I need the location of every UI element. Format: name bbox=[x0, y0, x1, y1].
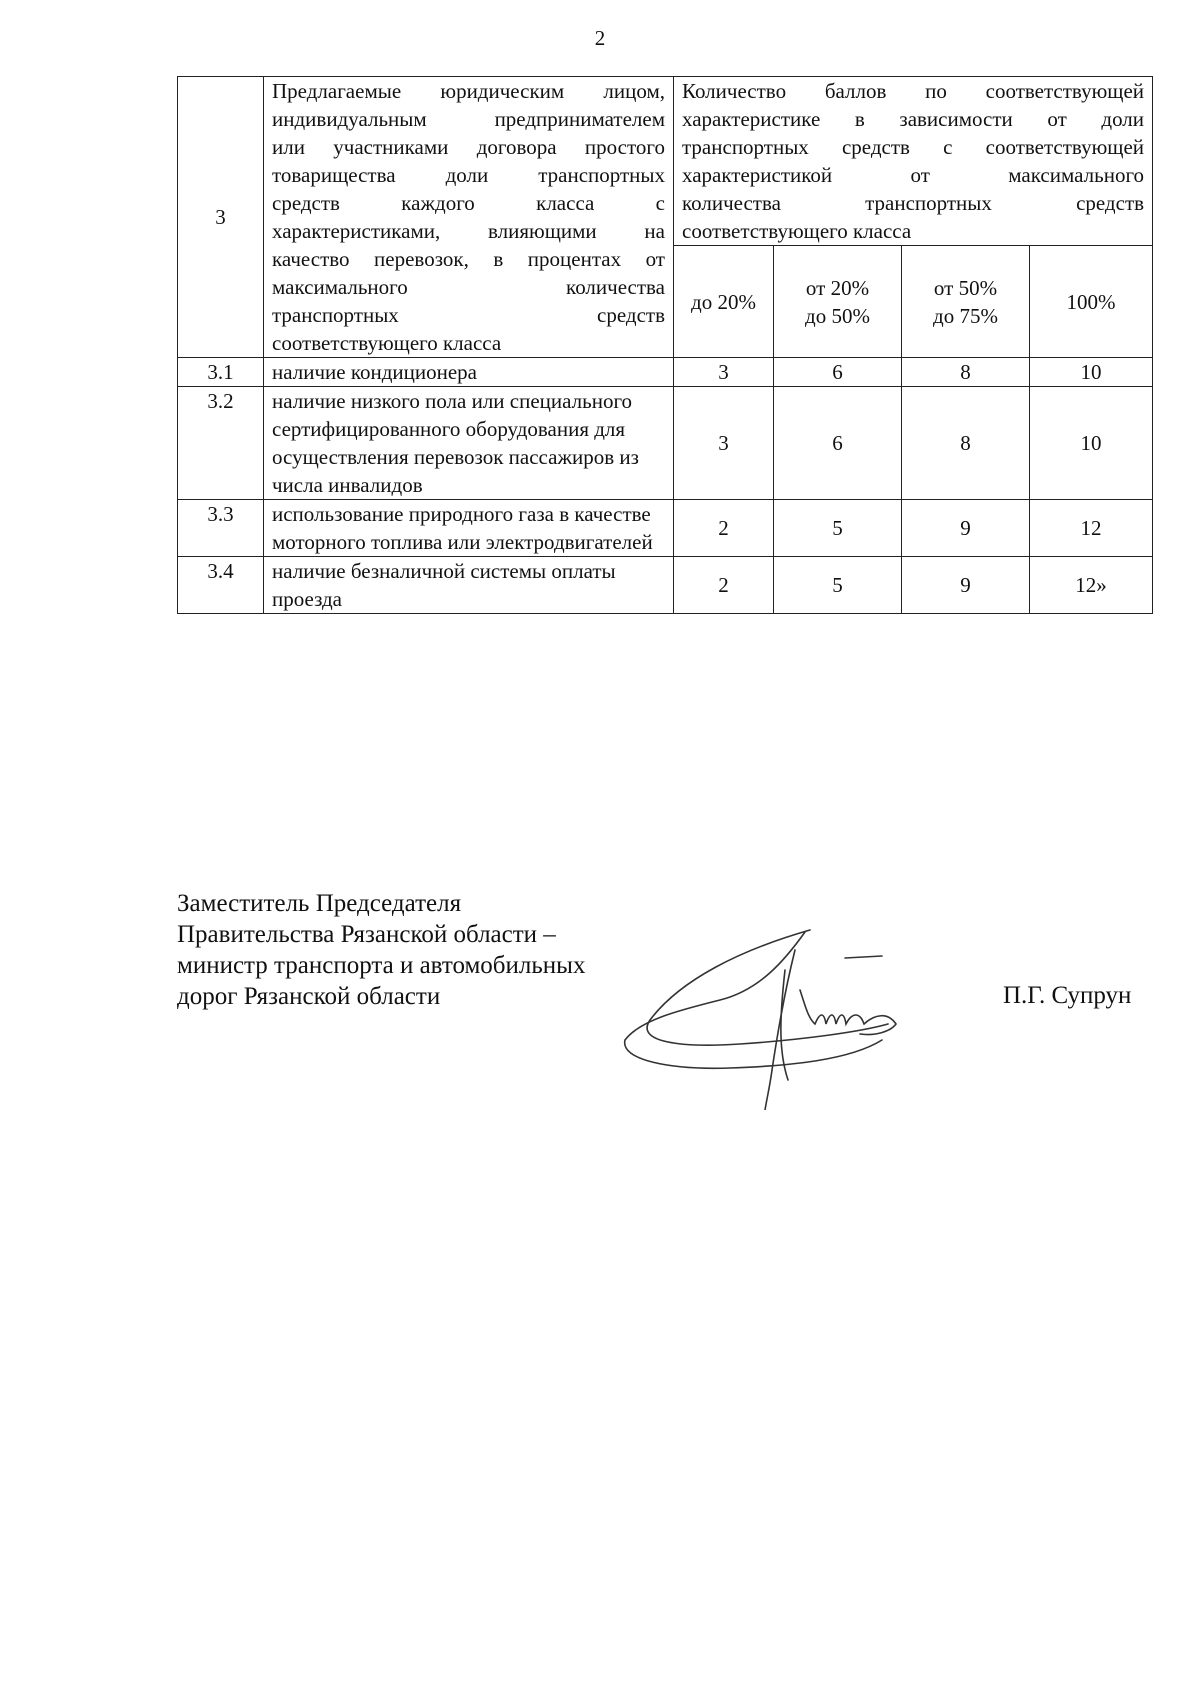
criteria-table bbox=[177, 76, 1153, 614]
row-score: 2 bbox=[674, 557, 774, 614]
band-label: до 20% bbox=[691, 289, 756, 314]
row-score: 9 bbox=[902, 557, 1030, 614]
row-score: 6 bbox=[774, 387, 902, 500]
band-2 bbox=[902, 246, 1030, 358]
criterion-description-line: максимального количества bbox=[272, 275, 665, 299]
row-score: 9 bbox=[902, 500, 1030, 557]
row-score: 5 bbox=[774, 500, 902, 557]
criterion-description-line: или участниками договора простого bbox=[272, 135, 665, 159]
handwritten-signature bbox=[620, 920, 940, 1110]
criterion-description-line: товарищества доли транспортных bbox=[272, 163, 665, 187]
scores-header-line: транспортных средств с соответствующей bbox=[682, 135, 1145, 159]
row-description: наличие кондиционера bbox=[264, 358, 674, 387]
criterion-number: 3 bbox=[178, 77, 264, 358]
row-number: 3.1 bbox=[178, 358, 264, 387]
signatory-title bbox=[177, 888, 585, 1012]
table-row bbox=[178, 387, 1153, 500]
row-score: 3 bbox=[674, 358, 774, 387]
row-score: 8 bbox=[902, 387, 1030, 500]
band-label: от 50% bbox=[933, 275, 998, 300]
scores-header-line: количества транспортных средств bbox=[682, 191, 1145, 215]
row-score: 6 bbox=[774, 358, 902, 387]
criterion-description-line: средств каждого класса с bbox=[272, 191, 665, 215]
table-row bbox=[178, 557, 1153, 614]
band-0 bbox=[674, 246, 774, 358]
row-number: 3.4 bbox=[178, 557, 264, 614]
criterion-description-line: Предлагаемые юридическим лицом, bbox=[272, 79, 665, 103]
scores-header bbox=[674, 77, 1153, 246]
signatory-name: П.Г. Супрун bbox=[1003, 982, 1132, 1009]
row-score: 3 bbox=[674, 387, 774, 500]
band-3 bbox=[1030, 246, 1153, 358]
signatory-title-line: Заместитель Председателя bbox=[177, 890, 462, 917]
criterion-description-line: транспортных средств bbox=[272, 303, 665, 327]
row-score: 5 bbox=[774, 557, 902, 614]
criterion-description bbox=[264, 77, 674, 358]
band-label: до 50% bbox=[805, 303, 870, 328]
signatory-title-line: дорог Рязанской области bbox=[177, 983, 441, 1010]
table-row bbox=[178, 500, 1153, 557]
row-score: 2 bbox=[674, 500, 774, 557]
scores-header-line: Количество баллов по соответствующей bbox=[682, 79, 1145, 103]
signatory-title-line: министр транспорта и автомобильных bbox=[177, 952, 586, 979]
row-score: 10 bbox=[1030, 358, 1153, 387]
row-number: 3.3 bbox=[178, 500, 264, 557]
row-score: 12» bbox=[1030, 557, 1153, 614]
scores-header-line: характеристикой от максимального bbox=[682, 163, 1145, 187]
criterion-description-line: характеристиками, влияющими на bbox=[272, 219, 665, 243]
criterion-description-line: качество перевозок, в процентах от bbox=[272, 247, 665, 271]
band-1 bbox=[774, 246, 902, 358]
scores-header-line: соответствующего класса bbox=[682, 219, 912, 243]
row-description: использование природного газа в качестве моторного топлива или электродвигателей bbox=[264, 500, 674, 557]
criterion-header-row bbox=[178, 77, 1153, 246]
band-label: 100% bbox=[1066, 289, 1116, 314]
scores-header-line: характеристике в зависимости от доли bbox=[682, 107, 1145, 131]
signatory-title-line: Правительства Рязанской области – bbox=[177, 921, 556, 948]
row-score: 10 bbox=[1030, 387, 1153, 500]
row-description: наличие безналичной системы оплаты проезда bbox=[264, 557, 674, 614]
criterion-description-line: соответствующего класса bbox=[272, 331, 502, 355]
row-score: 12 bbox=[1030, 500, 1153, 557]
page-number: 2 bbox=[594, 26, 606, 50]
table-row bbox=[178, 358, 1153, 387]
row-number: 3.2 bbox=[178, 387, 264, 500]
criterion-description-line: индивидуальным предпринимателем bbox=[272, 107, 665, 131]
row-description: наличие низкого пола или специального сертифицированного оборудования для осуществления перевозок пассажиров из числа инвалидов bbox=[264, 387, 674, 500]
band-label: до 75% bbox=[933, 303, 998, 328]
band-label: от 20% bbox=[805, 275, 870, 300]
row-score: 8 bbox=[902, 358, 1030, 387]
